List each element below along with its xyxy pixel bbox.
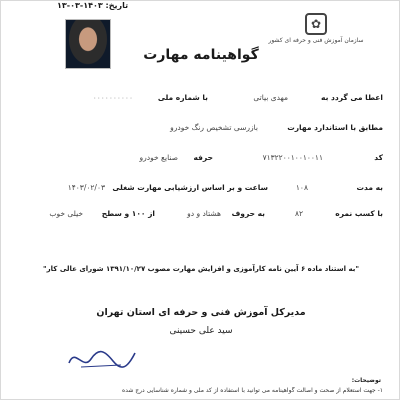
director-title: مدیرکل آموزش فنی و حرفه ای استان تهران: [96, 307, 306, 318]
letters-value: هشتاد و دو: [187, 209, 221, 218]
issued-to-label: اعطا می گردد به: [321, 93, 383, 102]
hours-text: ساعت و بر اساس ارزشیابی مهارت شغلی: [112, 183, 268, 192]
notes-line: ۱- جهت استعلام از صحت و اصالت گواهینامه می توانید با استفاده از کد ملی و شماره شناسایی درج شده: [122, 387, 383, 394]
national-id-value: ۰۰۰۰۰۰۰۰۰۰: [92, 93, 133, 102]
row-standard: [19, 123, 383, 137]
director-name: سید علی حسینی: [169, 326, 233, 336]
signature-icon: [61, 341, 141, 375]
org-seal-icon: ✿: [305, 13, 327, 35]
out-of-text: از ۱۰۰ و سطح: [101, 209, 155, 218]
duration-label: به مدت: [356, 183, 383, 192]
code-value: ۷۱۳۲۲۰۰۱۰۰۱۰۰۱۱: [262, 153, 323, 162]
duration-value: ۱۰۸: [295, 183, 308, 192]
trade-label: حرفه: [193, 153, 213, 162]
score-label: با کسب نمره: [335, 209, 383, 218]
standard-value: بازرسی تشخیص رنگ خودرو: [170, 123, 258, 132]
national-id-label: با شماره ملی: [157, 93, 208, 102]
row-issued-to: [19, 93, 383, 107]
decree-text: "به استناد ماده ۶ آیین نامه کارآموزی و افزایش مهارت مصوب ۱۳۹۱/۱۰/۲۷ شورای عالی کار": [43, 265, 359, 273]
score-value: ۸۲: [294, 209, 303, 218]
eval-date-value: ۱۴۰۳/۰۲/۰۳: [67, 183, 105, 192]
row-duration: [19, 183, 383, 197]
document-title: گواهینامه مهارت: [143, 47, 259, 63]
director-block: [71, 307, 331, 336]
issued-to-value: مهدی بیاتی: [253, 93, 288, 102]
level-value: خیلی خوب: [49, 209, 83, 218]
row-score: [19, 209, 383, 223]
notes-label: توضیحات:: [351, 377, 381, 384]
issue-date: تاریخ: ۱۴۰۳-۰۳-۱۳: [57, 1, 129, 10]
org-header: [251, 13, 381, 44]
trade-value: صنایع خودرو: [139, 153, 178, 162]
code-label: کد: [374, 153, 383, 162]
standard-label: مطابق با استاندارد مهارت: [287, 123, 383, 132]
org-name: سازمان آموزش فنی و حرفه ای کشور: [268, 37, 364, 44]
row-code: [19, 153, 383, 167]
letters-label: به حروف: [231, 209, 265, 218]
